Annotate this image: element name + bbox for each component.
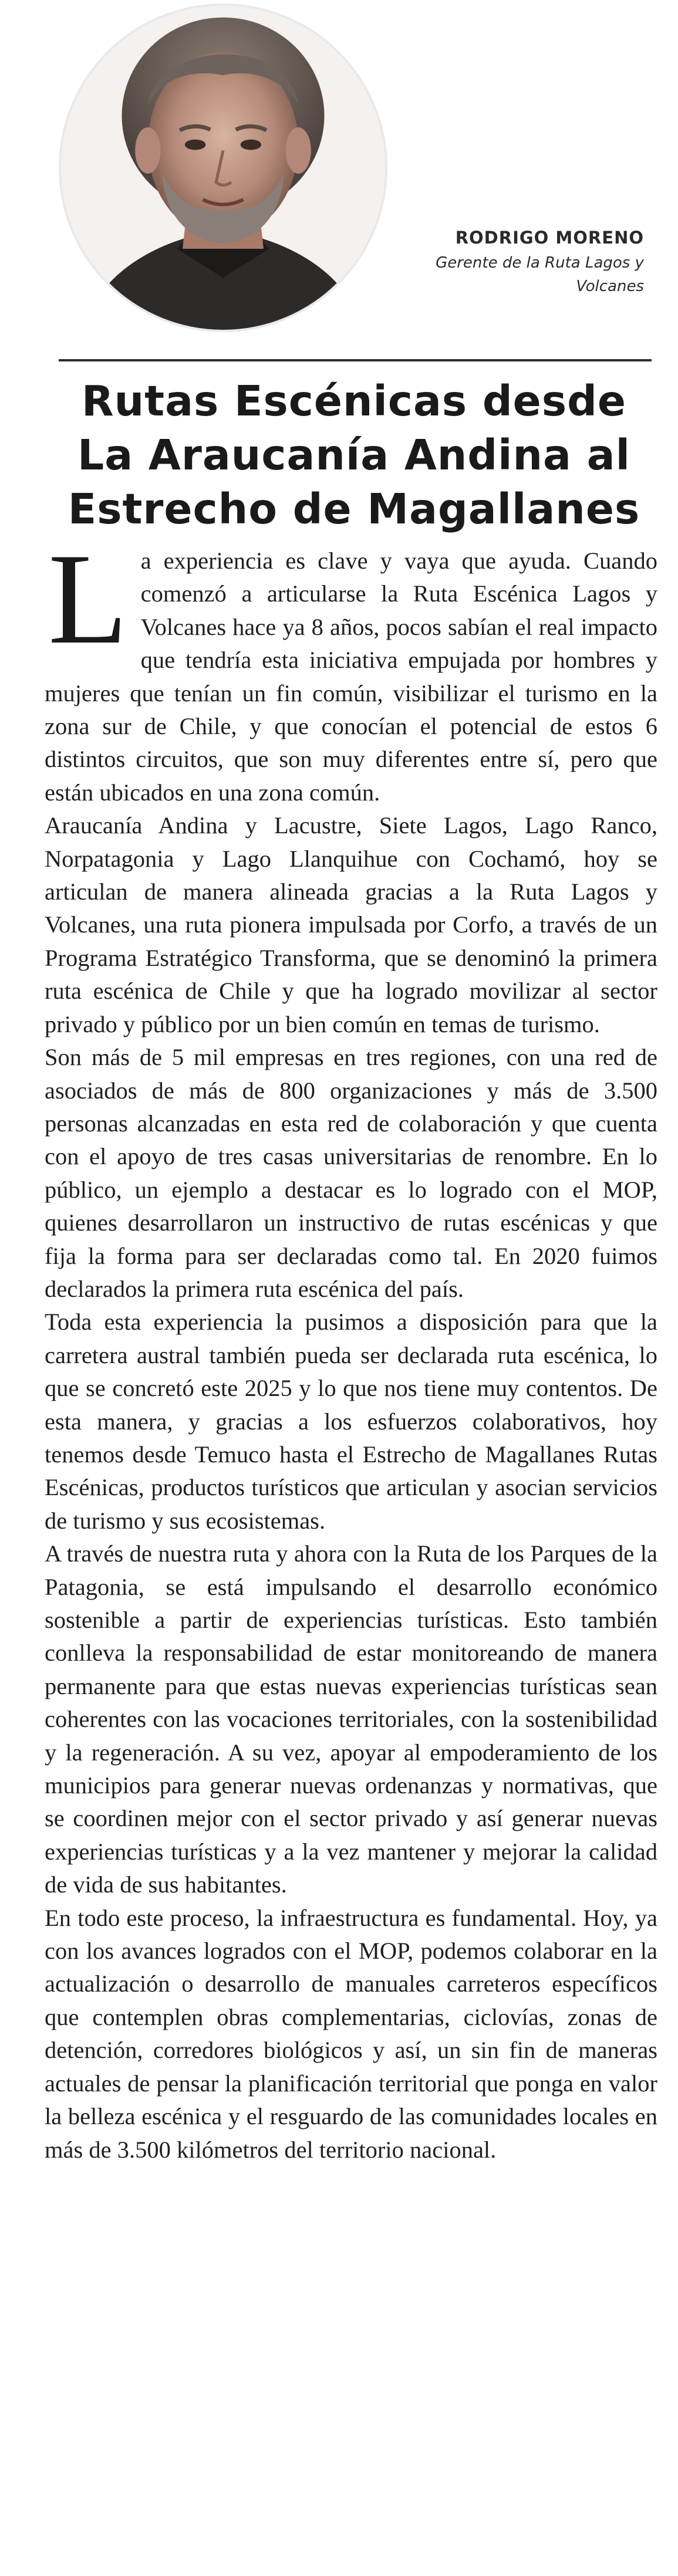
article-paragraph: A través de nuestra ruta y ahora con la Ruta de los Parques de la Patagonia, se está impulsando el desarrollo económico sostenible a partir de experiencias turísticas. Esto también conlleva la responsabilidad de estar monitoreando de manera permanente para que estas nuevas experiencias turísticas sean coherentes con las vocaciones territoriales, con la sostenibilidad y la regeneración. A su vez, apoyar al empoderamiento de los municipios para generar nuevas ordenanzas y normativas, que se coordinen mejor con el sector privado y así generar nuevas experiencias turísticas y a la vez mantener y mejorar la calidad de vida de sus habitantes. [45,1540,657,1898]
author-portrait [59,4,387,332]
author-role: Gerente de la Ruta Lagos y Volcanes [436,254,644,295]
byline [397,228,644,298]
paragraph-text: a experiencia es clave y vaya que ayuda. Cuando comenzó a articularse la Ruta Escénica Lagos y Volcanes hace ya 8 años, pocos sabían el real impacto que tendría esta iniciativa empujada por hombres y mujeres que tenían un fin común, visibilizar el turismo en la zona sur de Chile, y que conocían el potencial de estos 6 distintos circuitos, que son muy diferentes entre sí, pero que están ubicados en una zona común. [45,547,657,806]
article-body [45,527,657,2166]
article-paragraph: Araucanía Andina y Lacustre, Siete Lagos, Lago Ranco, Norpatagonia y Lago Llanquihue con Cochamó, hoy se articulan de manera alineada gracias a la Ruta Lagos y Volcanes, una ruta pionera impulsada por Corfo, a través de un Programa Estratégico Transforma, que se denominó la primera ruta escénica de Chile y que ha logrado movilizar al sector privado y público por un bien común en temas de turismo. [45,812,657,1037]
article-paragraph: Son más de 5 mil empresas en tres regiones, con una red de asociados de más de 800 organizaciones y más de 3.500 personas alcanzadas en esta red de colaboración y que cuenta con el apoyo de tres casas universitarias de renombre. En lo público, un ejemplo a destacar es lo logrado con el MOP, quienes desarrollaron un instructivo de rutas escénicas y que fija la forma para ser declaradas como tal. En 2020 fuimos declarados la primera ruta escénica del país. [45,1044,657,1302]
author-name: RODRIGO MORENO [455,228,644,248]
article-paragraph: Toda esta experiencia la pusimos a disposición para que la carretera austral también pueda ser declarada ruta escénica, lo que se concretó este 2025 y lo que nos tiene muy contentos. De esta manera, y gracias a los esfuerzos colaborativos, hoy tenemos desde Temuco hasta el Estrecho de Magallanes Rutas Escénicas, productos turísticos que articulan y asocian servicios de turismo y sus ecosistemas. [45,1309,657,1534]
article-paragraph [45,527,657,809]
article-title: Rutas Escénicas desde La Araucanía Andina al Estrecho de Magallanes [68,377,640,533]
header-divider [59,359,652,361]
author-photo [61,6,385,330]
article-paragraph: En todo este proceso, la infraestructura es fundamental. Hoy, ya con los avances logrados con el MOP, podemos colaborar en la actualización o desarrollo de manuales carreteros específicos que contemplen obras complementarias, ciclovías, zonas de detención, corredores biológicos y así, un sin fin de maneras actuales de pensar la planificación territorial que ponga en valor la belleza escénica y el resguardo de las comunidades locales en más de 3.500 kilómetros del territorio nacional. [45,1904,657,2163]
drop-cap: L [48,527,128,671]
